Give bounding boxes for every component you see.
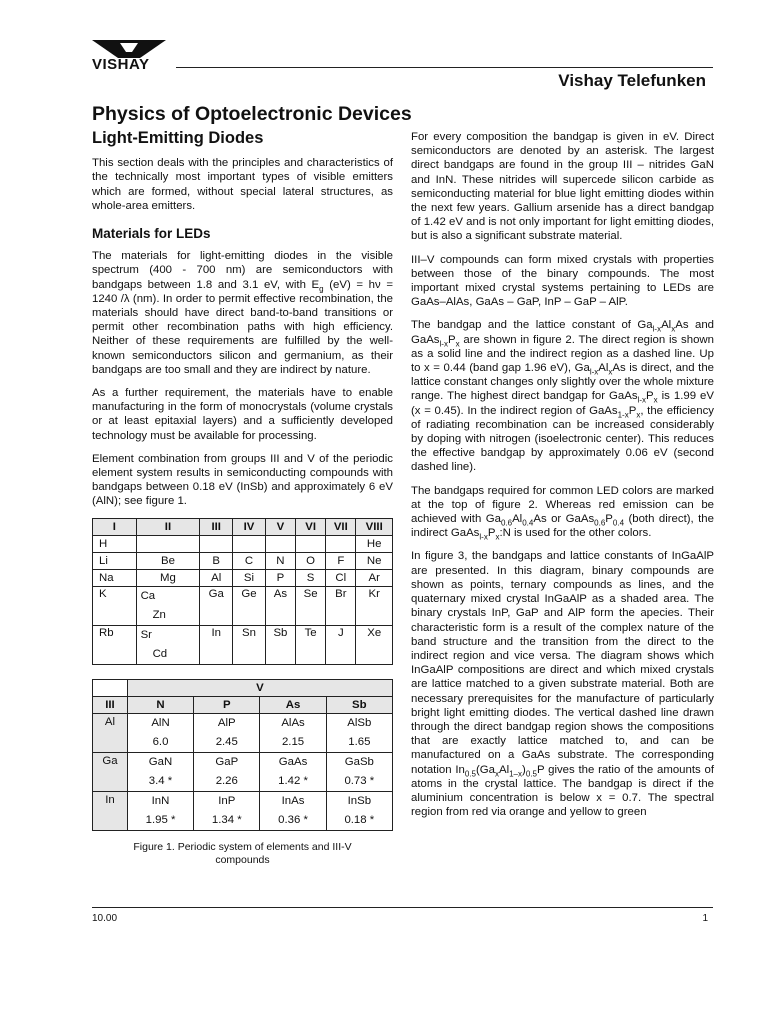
paragraph-r5: In figure 3, the bandgaps and lattice constants of InGaAlP are presented. In this diagram, binary compounds are shown as points, ternary compounds as lines, and the quaternary mixed crystal InGaAlP as a shaded area. The binary crystals InP, GaP and AlP form the apecies. Their characteristic form is a result of the complex nature of the band structure and the transition from the direct to the indirect region and vice versa. The diagram shows which InGaAlP compositions are direct and which mixed crystals are lattice matched to a given substrate material. Both are necessary prerequisites for the manufacture of particularly bright light emitting diodes. The vertical dashed line drawn through the direct bandgap region shows the compositions that are exactly lattice matched to, and can be manufactured on a GaAs substrate. The corresponding notation $In_{0.5}(Ga_xAl_{1-x})_{0.5}P$ gives the ratio of the amounts of atoms in the crystal lattice. The bandgap is direct if the aluminium concentration is below x = 0.7. The spectral region from red via orange and yellow to green [411,550,715,819]
vishay-logo [92,40,166,73]
table-row: Na Mg Al Si P S Cl Ar [93,569,393,586]
header-rule [176,67,713,68]
compound-table: V III N P As Sb Al AlN 6.0 AlP 2.45 AlAs 2.15 AlSb 1.65 Ga GaN 3.4 * GaP 2.26 GaAs 1.42 * GaSb 0.73 * In InN 1.95 * InP 1.34 * InAs 0.36 * InSb 0.18 * [92,679,393,831]
table-row: H He [93,535,393,552]
periodic-table [92,518,393,665]
paragraph-r3: The bandgap and the lattice constant of $Ga_{l-x}Al_xAs$ and $GaAs_{l-x}P_x$ are shown in figure 2. The direct region is shown as a solid line and the indirect region as a dashed line. Up to x = 0.44 (band gap 1.96 eV), $Ga_{l-x}Al_xAs$ is direct, and the lattice constant changes only slightly over the whole mixture range. The highest direct bandgap for $GaAs_{l-x}P_x$ is 1.99 eV (x = 0.45). In the indirect region of $GaAs_{1-x}P_x$, the efficiency of radiating recombination can be increased considerably by doping with nitrogen (isoelectronic center). This reduces the effective bandgap by approximately 0.06 eV (second dashed line). [411,319,714,474]
table-row: In InN 1.95 * InP 1.34 * InAs 0.36 * InSb 0.18 * [93,791,393,830]
left-column [92,130,393,867]
table-row: Al AlN 6.0 AlP 2.45 AlAs 2.15 AlSb 1.65 [93,713,393,752]
intro-paragraph: This section deals with the principles and characteristics of the technically most important types of visible emitters which are formed, without special lateral structures, as whole-area emitters. [92,157,393,212]
paragraph-3: Element combination from groups III and V of the periodic element system results in semiconducting compounds with bandgaps between 0.18 eV (InSb) and approximately 6 eV (AlN); see figure 1. [92,452,393,508]
section-heading: Light-Emitting Diodes [92,129,264,147]
paragraph-2: As a further requirement, the materials have to enable manufacturing in the form of monocrystals (volume crystals or at least epitaxial layers) and a sufficiently developed technology must be available for processing. [92,387,393,442]
paragraph-r2: III–V compounds can form mixed crystals with properties between those of the binary compounds. The most important mixed crystal systems pertaining to LEDs are GaAs–AlAs, GaAs – GaP, InP – GaP – AlP. [411,253,714,309]
paragraph-r4: The bandgaps required for common LED colors are marked at the top of figure 2. Whereas red emission can be achieved with $Ga_{0.6}Al_{0.4}As$ or $GaAs_{0.6}P_{0.4}$ (both direct), the indirect $GaAs_{l-x}P_x:N$ is used for the other colors. [411,484,714,542]
table-row: K Ca Zn Ga Ge As Se Br Kr [93,586,393,625]
paragraph-1: The materials for light-emitting diodes in the visible spectrum (400 - 700 nm) are semiconductors with bandgaps between 1.8 and 3.1 eV, with $E_g$ (eV) = hν = 1240 /λ (nm). In order to permit effective recombination, the materials should have direct band-to-band transitions or permit other recombination paths with high efficiency. Neither of these requirements are fulfilled by the well-known semiconductors silicon and germanium, as their bandgaps are too small and they are indirect by nature. [92,250,393,376]
table-row: Rb Sr Cd In Sn Sb Te J Xe [93,625,393,664]
page-number: 1 [702,913,708,924]
figure-caption: Figure 1. Periodic system of elements and III-V compounds [133,840,352,866]
periodic-table-header: I II III IV V VI VII VIII [93,518,393,535]
footer-date: 10.00 [92,913,118,924]
sub-heading: Materials for LEDs [92,226,211,242]
logo-text: VISHAY [92,56,150,73]
table-row: Ga GaN 3.4 * GaP 2.26 GaAs 1.42 * GaSb 0.73 * [93,752,393,791]
table-row: Li Be B C N O F Ne [93,552,393,569]
footer-rule [92,907,713,908]
right-column [411,130,714,828]
paragraph-r1: For every composition the bandgap is given in eV. Direct semiconductors are denoted by an asterisk. The largest direct bandgaps are found in the group III – nitrides GaN and InN. These nitrides will supercede silicon carbide as semiconducting material for blue light emitting diodes within the next few years. Gallium arsenide has a direct bandgap of 1.42 eV and is not only important for light emitting diodes, but is also a significant substrate material. [411,131,714,243]
page-title: Physics of Optoelectronic Devices [92,103,412,125]
brand-name: Vishay Telefunken [558,71,706,90]
